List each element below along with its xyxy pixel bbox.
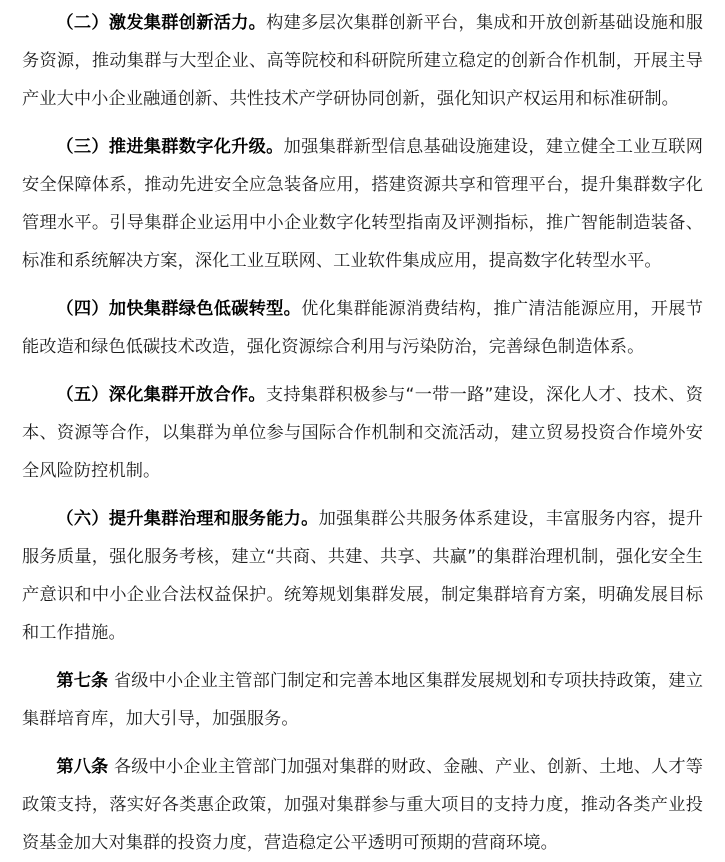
paragraph-item-3	[22, 128, 703, 280]
paragraph-body: 各级中小企业主管部门加强对集群的财政、金融、产业、创新、土地、人才等政策支持，落实好各类惠企政策，加强对集群参与重大项目的支持力度，推动各类产业投资基金加大对集群的投资力度，营造稳定公平透明可预期的营商环境。	[22, 757, 703, 853]
paragraph-body: 优化集群能源消费结构，推广清洁能源应用，开展节能改造和绿色低碳技术改造，强化资源综合利用与污染防治，完善绿色制造体系。	[22, 299, 703, 357]
paragraph-body: 省级中小企业主管部门制定和完善本地区集群发展规划和专项扶持政策，建立集群培育库，加大引导，加强服务。	[22, 671, 703, 729]
paragraph-article-8	[22, 748, 703, 862]
paragraph-lead: （四）加快集群绿色低碳转型。	[56, 299, 302, 319]
paragraph-body: 加强集群公共服务体系建设，丰富服务内容，提升服务质量，强化服务考核，建立“共商、共建、共享、共赢”的集群治理机制，强化安全生产意识和中小企业合法权益保护。统筹规划集群发展，制定集群培育方案，明确发展目标和工作措施。	[22, 509, 703, 643]
paragraph-body: 支持集群积极参与“一带一路”建设，深化人才、技术、资本、资源等合作，以集群为单位参与国际合作机制和交流活动，建立贸易投资合作境外安全风险防控机制。	[22, 385, 703, 481]
paragraph-item-4	[22, 290, 703, 366]
paragraph-lead: （六）提升集群治理和服务能力。	[56, 509, 319, 529]
paragraph-item-2	[22, 4, 703, 118]
paragraph-item-5	[22, 376, 703, 490]
paragraph-body: 加强集群新型信息基础设施建设，建立健全工业互联网安全保障体系，推动先进安全应急装备应用，搭建资源共享和管理平台，提升集群数字化管理水平。引导集群企业运用中小企业数字化转型指南及评测指标，推广智能制造装备、标准和系统解决方案，深化工业互联网、工业软件集成应用，提高数字化转型水平。	[22, 137, 703, 271]
paragraph-lead: （五）深化集群开放合作。	[56, 385, 266, 405]
article-number: 第八条	[56, 757, 109, 777]
paragraph-lead: （三）推进集群数字化升级。	[56, 137, 284, 157]
paragraph-article-7	[22, 662, 703, 738]
paragraph-item-6	[22, 500, 703, 652]
paragraph-lead: （二）激发集群创新活力。	[56, 13, 267, 33]
paragraph-body: 构建多层次集群创新平台，集成和开放创新基础设施和服务资源，推动集群与大型企业、高等院校和科研院所建立稳定的创新合作机制，开展主导产业大中小企业融通创新、共性技术产学研协同创新，强化知识产权运用和标准研制。	[22, 13, 703, 109]
article-number: 第七条	[56, 671, 109, 691]
